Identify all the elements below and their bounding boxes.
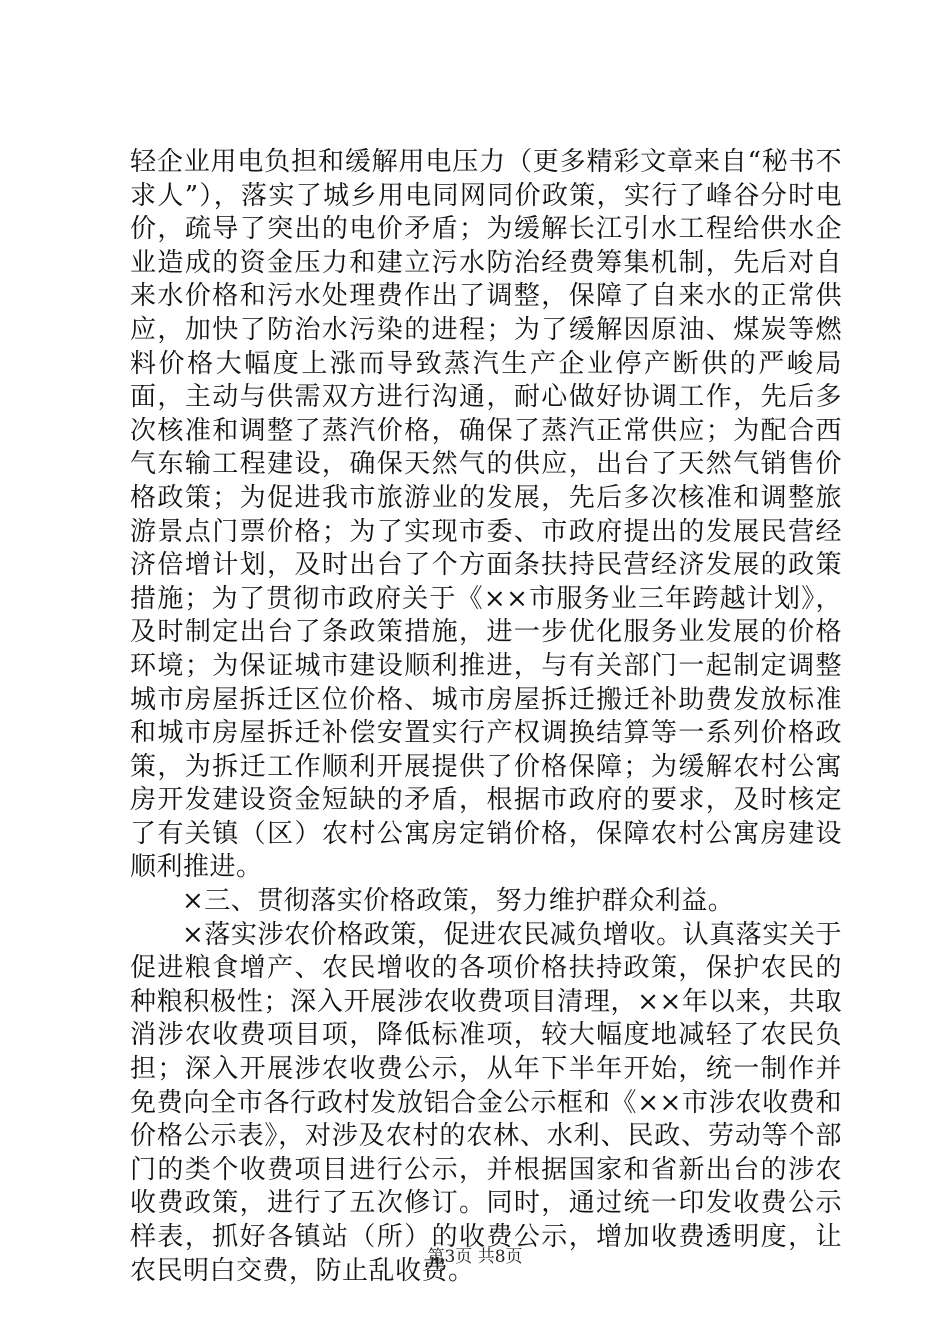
document-body — [130, 146, 842, 1288]
page-footer: 第3页 共8页 — [427, 1247, 523, 1267]
section-heading-three: ×三、贯彻落实价格政策，努力维护群众利益。 — [182, 886, 735, 917]
body-paragraph-agriculture: ×落实涉农价格政策，促进农民减负增收。认真落实关于促进粮食增产、农民增收的各项价格扶持政策，保护农民的种粮积极性；深入开展涉农收费项目清理，××年以来，共取消涉农收费项目项，降低标准项，较大幅度地减轻了农民负担；深入开展涉农收费公示，从年下半年开始，统一制作并免费向全市各行政村发放铝合金公示框和《××市涉农收费和价格公示表》，对涉及农村的农林、水利、民政、劳动等个部门的类个收费项目进行公示，并根据国家和省新出台的涉农收费政策，进行了五次修订。同时，通过统一印发收费公示样表，抓好各镇站（所）的收费公示，增加收费透明度，让农民明白交费，防止乱收费。 — [130, 919, 842, 1286]
body-paragraph-continued: 轻企业用电负担和缓解用电压力（更多精彩文章来自“秘书不求人”），落实了城乡用电同网同价政策，实行了峰谷分时电价，疏导了突出的电价矛盾；为缓解长江引水工程给供水企业造成的资金压力和建立污水防治经费筹集机制，先后对自来水价格和污水处理费作出了调整，保障了自来水的正常供应，加快了防治水污染的进程；为了缓解因原油、煤炭等燃料价格大幅度上涨而导致蒸汽生产企业停产断供的严峻局面，主动与供需双方进行沟通，耐心做好协调工作，先后多次核准和调整了蒸汽价格，确保了蒸汽正常供应；为配合西气东输工程建设，确保天然气的供应，出台了天然气销售价格政策；为促进我市旅游业的发展，先后多次核准和调整旅游景点门票价格；为了实现市委、市政府提出的发展民营经济倍增计划，及时出台了个方面条扶持民营经济发展的政策措施；为了贯彻市政府关于《××市服务业三年跨越计划》，及时制定出台了条政策措施，进一步优化服务业发展的价格环境；为保证城市建设顺利推进，与有关部门一起制定调整城市房屋拆迁区位价格、城市房屋拆迁搬迁补助费发放标准和城市房屋拆迁补偿安置实行产权调换结算等一系列价格政策，为拆迁工作顺利开展提供了价格保障；为缓解农村公寓房开发建设资金短缺的矛盾，根据市政府的要求，及时核定了有关镇（区）农村公寓房定销价格，保障农村公寓房建设顺利推进。 — [130, 147, 842, 883]
